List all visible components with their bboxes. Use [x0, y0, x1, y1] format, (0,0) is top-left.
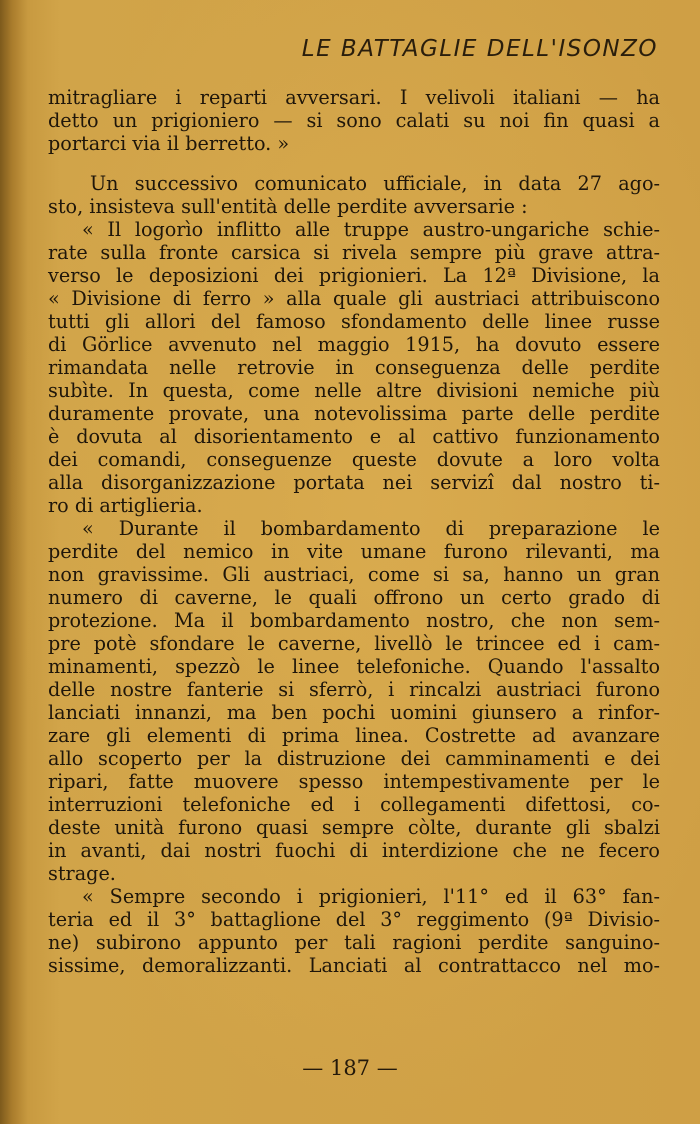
text-line: strage.: [48, 862, 116, 885]
text-line: è dovuta al disorientamento e al cattivo funzionamento: [48, 425, 660, 448]
text-line: minamenti, spezzò le linee telefoniche. Quando l'assalto: [48, 655, 660, 678]
text-line: « Sempre secondo i prigionieri, l'11° ed il 63° fan-: [82, 885, 660, 908]
text-line: deste unità furono quasi sempre còlte, durante gli sbalzi: [48, 816, 660, 839]
text-line: pre potè sfondare le caverne, livellò le trincee ed i cam-: [48, 632, 660, 655]
text-line: duramente provate, una notevolissima parte delle perdite: [48, 402, 660, 425]
text-line: in avanti, dai nostri fuochi di interdizione che ne fecero: [48, 839, 660, 862]
text-line: ripari, fatte muovere spesso intempestivamente per le: [48, 770, 660, 793]
text-line: subìte. In questa, come nelle altre divisioni nemiche più: [48, 379, 660, 402]
text-line: numero di caverne, le quali offrono un certo grado di: [48, 586, 660, 609]
text-line: rate sulla fronte carsica si rivela sempre più grave attra-: [48, 241, 660, 264]
text-line: ro di artiglieria.: [48, 494, 203, 517]
text-line: « Il logorìo inflitto alle truppe austro-ungariche schie-: [82, 218, 660, 241]
text-line: lanciati innanzi, ma ben pochi uomini giunsero a rinfor-: [48, 701, 660, 724]
text-line: teria ed il 3° battaglione del 3° reggimento (9ª Divisio-: [48, 908, 660, 931]
running-head: LE BATTAGLIE DELL'ISONZO: [301, 36, 658, 62]
text-line: protezione. Ma il bombardamento nostro, che non sem-: [48, 609, 660, 632]
text-line: sto, insisteva sull'entità delle perdite avversarie :: [48, 195, 528, 218]
text-line: « Durante il bombardamento di preparazione le: [82, 517, 660, 540]
text-line: dei comandi, conseguenze queste dovute a loro volta: [48, 448, 660, 471]
text-line: sissime, demoralizzanti. Lanciati al contrattacco nel mo-: [48, 954, 660, 977]
text-line: Un successivo comunicato ufficiale, in data 27 ago-: [90, 172, 660, 195]
text-line: perdite del nemico in vite umane furono rilevanti, ma: [48, 540, 660, 563]
text-line: rimandata nelle retrovie in conseguenza delle perdite: [48, 356, 660, 379]
text-line: non gravissime. Gli austriaci, come si sa, hanno un gran: [48, 563, 660, 586]
page-number: — 187 —: [302, 1056, 398, 1080]
text-line: di Görlice avvenuto nel maggio 1915, ha dovuto essere: [48, 333, 660, 356]
paragraph-gap: [48, 155, 660, 172]
text-line: « Divisione di ferro » alla quale gli austriaci attribuiscono: [48, 287, 660, 310]
text-line: allo scoperto per la distruzione dei camminamenti e dei: [48, 747, 660, 770]
text-line: detto un prigioniero — si sono calati su noi fin quasi a: [48, 109, 660, 132]
text-line: portarci via il berretto. »: [48, 132, 290, 155]
page-body: [48, 86, 660, 977]
text-line: alla disorganizzazione portata nei servizî dal nostro ti-: [48, 471, 660, 494]
text-line: ne) subirono appunto per tali ragioni perdite sanguino-: [48, 931, 660, 954]
text-line: mitragliare i reparti avversari. I velivoli italiani — ha: [48, 86, 660, 109]
text-line: zare gli elementi di prima linea. Costrette ad avanzare: [48, 724, 660, 747]
text-line: delle nostre fanterie si sferrò, i rincalzi austriaci furono: [48, 678, 660, 701]
text-line: interruzioni telefoniche ed i collegamenti difettosi, co-: [48, 793, 660, 816]
text-line: verso le deposizioni dei prigionieri. La 12ª Divisione, la: [48, 264, 660, 287]
text-line: tutti gli allori del famoso sfondamento delle linee russe: [48, 310, 660, 333]
